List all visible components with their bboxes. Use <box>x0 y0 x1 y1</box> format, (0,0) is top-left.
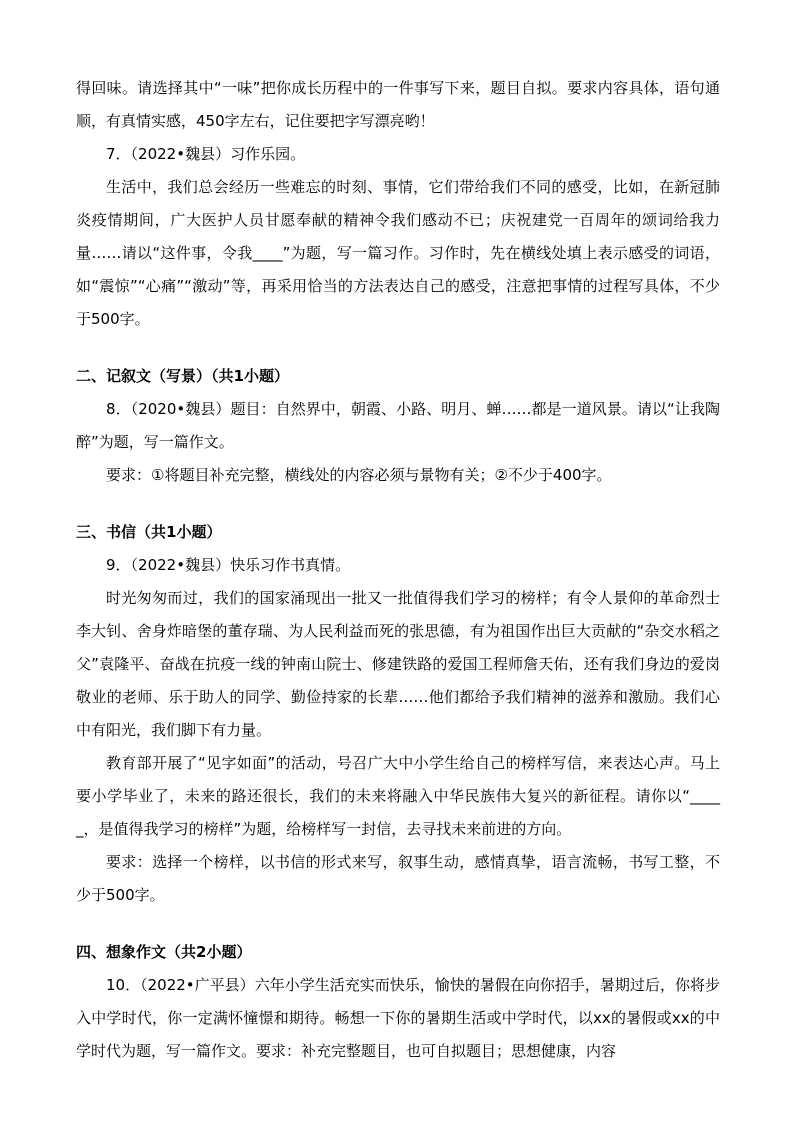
previous-question-continuation: 得回味。请选择其中“一味”把你成长历程中的一件事写下来，题目自拟。要求内容具体，语句通顺，有真情实感，450字左右，记住要把字写漂亮哟！ <box>76 79 720 130</box>
section-gap <box>76 492 720 516</box>
question-9-header: 9．（2022•魏县）快乐习作书真情。 <box>106 556 351 574</box>
section-gap <box>76 912 720 936</box>
section-3-title: 三、书信（共1小题） <box>76 523 222 541</box>
section-2-title: 二、记叙文（写景）（共1小题） <box>76 367 289 385</box>
question-10-body: 10．（2022•广平县）六年小学生活充实而快乐，愉快的暑假在向你招手，暑期过后，你将步入中学时代，你一定满怀憧憬和期待。畅想一下你的暑期生活或中学时代，以xx的暑假或xx的中学时代为题，写一篇作文。要求：补充完整题目，也可自拟题目；思想健康，内容 <box>76 976 720 1060</box>
question-7-body: 生活中，我们总会经历一些难忘的时刻、事情，它们带给我们不同的感受，比如，在新冠肺炎疫情期间，广大医护人员甘愿奉献的精神令我们感动不已；庆祝建党一百周年的颂词给我力量……请以“这件事，令我____”为题，写一篇习作。习作时，先在横线处填上表示感受的词语，如“震惊”“心痛”“激动”等，再采用恰当的方法表达自己的感受，注意把事情的过程写具体，不少于500字。 <box>76 178 720 328</box>
document-page <box>76 72 720 1068</box>
question-9-requirements: 要求：选择一个榜样，以书信的形式来写，叙事生动，感情真挚，语言流畅，书写工整，不少于500字。 <box>76 853 720 904</box>
section-gap <box>76 336 720 360</box>
question-9-body-1: 时光匆匆而过，我们的国家涌现出一批又一批值得我们学习的榜样；有令人景仰的革命烈士李大钊、舍身炸暗堡的董存瑞、为人民利益而死的张思德，有为祖国作出巨大贡献的“杂交水稻之父”袁隆平、奋战在抗疫一线的钟南山院士、修建铁路的爱国工程师詹天佑，还有我们身边的爱岗敬业的老师、乐于助人的同学、勤俭持家的长辈……他们都给予我们精神的滋养和激励。我们心中有阳光，我们脚下有力量。 <box>76 589 720 739</box>
section-4-title: 四、想象作文（共2小题） <box>76 943 252 961</box>
question-8-header: 8．（2020•魏县）题目：自然界中，朝霞、小路、明月、蝉……都是一道风景。请以“让我陶醉”为题，写一篇作文。 <box>76 400 720 451</box>
question-9-body-2: 教育部开展了“见字如面”的活动，号召广大中小学生给自己的榜样写信，来表达心声。马上要小学毕业了，未来的路还很长，我们的未来将融入中华民族伟大复兴的新征程。请你以“_____，是值得我学习的榜样”为题，给榜样写一封信，去寻找未来前进的方向。 <box>76 754 720 838</box>
question-7-header: 7．（2022•魏县）习作乐园。 <box>106 145 306 163</box>
question-8-requirements: 要求：①将题目补充完整，横线处的内容必须与景物有关；②不少于400字。 <box>106 466 612 484</box>
